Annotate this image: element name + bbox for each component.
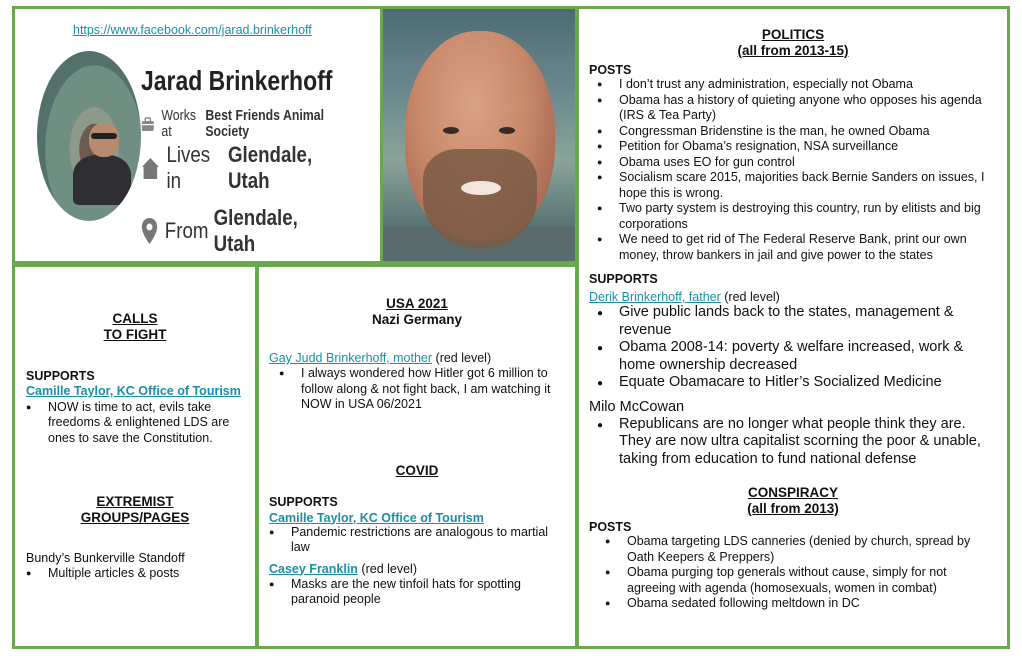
home-icon <box>141 156 160 180</box>
from-location: Glendale, Utah <box>213 205 298 256</box>
lives-location: Glendale, Utah <box>227 142 313 193</box>
conspiracy-posts-label: POSTS <box>589 520 632 534</box>
list-item: ● Multiple articles & posts <box>18 566 255 582</box>
extremist-title-line1: EXTREMIST <box>96 494 174 509</box>
list-item: ● Petition for Obama’s resignation, NSA surveillance <box>589 139 1001 155</box>
covid-camille-list <box>261 525 565 556</box>
list-item: ● Congressman Bridenstine is the man, he owned Obama <box>589 124 1001 140</box>
list-item: ● We need to get rid of The Federal Reserve Bank, print our own money, throw bankers in jail and give power to the states <box>589 232 1001 263</box>
supporter-derik <box>589 290 1007 304</box>
list-item: ● Obama purging top generals without cause, simply for not agreeing with agenda (homosexuals, women in combat) <box>597 565 993 596</box>
politics-posts-list <box>589 77 1001 263</box>
photo-eye-left <box>443 127 459 134</box>
politics-subtitle: (all from 2013-15) <box>737 43 849 58</box>
supporter-milo-list <box>589 416 995 469</box>
list-item: ● Obama has a history of quieting anyone who opposes his agenda (IRS & Tea Party) <box>589 93 1001 124</box>
list-item: ● Pandemic restrictions are analogous to martial law <box>261 525 565 556</box>
list-item: ● Equate Obamacare to Hitler’s Socialized Medicine <box>589 374 987 392</box>
briefcase-icon <box>141 117 155 132</box>
usa-2021-panel <box>256 264 578 649</box>
list-item: ● Masks are the new tinfoil hats for spotting paranoid people <box>261 577 565 608</box>
profile-work-row <box>141 108 344 140</box>
location-pin-icon <box>141 217 158 245</box>
profile-lives-row <box>141 142 344 194</box>
covid-casey-list <box>261 577 565 608</box>
supporter-gay-judd <box>269 351 575 365</box>
photo-smile <box>461 181 501 195</box>
calls-to-fight-panel <box>12 264 258 649</box>
lives-prefix: Lives in <box>166 142 211 193</box>
photo-eye-right <box>499 127 515 134</box>
supporter-camille-link[interactable]: Camille Taylor, KC Office of Tourism <box>26 384 241 398</box>
avatar-head <box>89 123 119 157</box>
conspiracy-title: CONSPIRACY <box>747 485 838 500</box>
supporter-casey-level: (red level) <box>361 561 417 576</box>
list-item: ● Obama targeting LDS canneries (denied by church, spread by Oath Keepers & Preppers) <box>597 534 993 565</box>
covid-title: COVID <box>395 462 439 478</box>
supporter-gay-judd-link[interactable]: Gay Judd Brinkerhoff, mother <box>269 351 433 365</box>
supporter-milo: Milo McCowan <box>589 398 685 415</box>
list-item: ● Obama 2008-14: poverty & welfare increased, work & home ownership decreased <box>589 339 987 374</box>
supporter-camille-covid-link[interactable]: Camille Taylor, KC Office of Tourism <box>269 510 484 525</box>
avatar-body <box>73 155 131 205</box>
politics-title: POLITICS <box>761 27 825 42</box>
supporter-casey-link[interactable]: Casey Franklin <box>269 561 358 576</box>
work-employer: Best Friends Animal Society <box>205 108 325 140</box>
list-item: ● Give public lands back to the states, management & revenue <box>589 304 987 339</box>
profile-name: Jarad Brinkerhoff <box>141 65 333 96</box>
calls-title-line2: TO FIGHT <box>103 327 167 342</box>
extremist-list <box>18 566 255 582</box>
list-item: ● I don’t trust any administration, especially not Obama <box>589 77 1001 93</box>
from-prefix: From <box>164 218 209 243</box>
politics-supports-label: SUPPORTS <box>589 272 658 286</box>
profile-url-link[interactable]: https://www.facebook.com/jarad.brinkerhoff <box>73 23 312 37</box>
profile-from-row <box>141 205 344 257</box>
supporter-derik-list <box>589 304 987 392</box>
avatar <box>37 51 141 221</box>
usa-title: USA 2021 <box>386 296 448 311</box>
calls-list <box>18 400 245 447</box>
list-item: ● NOW is time to act, evils take freedoms & enlightened LDS are ones to save the Constitution. <box>18 400 245 447</box>
extremist-title-line2: GROUPS/PAGES <box>80 510 190 525</box>
photo-beard <box>423 149 537 249</box>
list-item: ● Republicans are no longer what people think they are. They are now ultra capitalist scorning the poor & unable, taking from education to fund national defense <box>589 416 995 469</box>
profile-photo <box>380 6 578 264</box>
politics-panel <box>576 6 1010 649</box>
supporter-gay-judd-level: (red level) <box>435 351 492 365</box>
list-item: ● Two party system is destroying this country, run by elitists and big corporations <box>589 201 1001 232</box>
supporter-casey <box>269 562 575 576</box>
avatar-sunglasses <box>91 133 117 139</box>
calls-supports-label: SUPPORTS <box>26 369 95 383</box>
extremist-group-name: Bundy’s Bunkerville Standoff <box>26 551 185 565</box>
conspiracy-subtitle: (all from 2013) <box>747 501 839 516</box>
profile-card <box>12 6 380 264</box>
covid-supports-label: SUPPORTS <box>269 494 338 509</box>
usa-subtitle: Nazi Germany <box>371 312 463 327</box>
supporter-derik-level: (red level) <box>724 290 780 304</box>
work-prefix: Works at <box>161 108 197 140</box>
list-item: ● Socialism scare 2015, majorities back Bernie Sanders on issues, I hope this is wrong. <box>589 170 1001 201</box>
usa-list <box>271 366 565 413</box>
politics-posts-label: POSTS <box>589 63 632 77</box>
calls-title-line1: CALLS <box>112 311 158 326</box>
list-item: ● I always wondered how Hitler got 6 million to follow along & not fight back, I am watching it NOW in USA 06/2021 <box>271 366 565 413</box>
list-item: ● Obama sedated following meltdown in DC <box>597 596 993 612</box>
list-item: ● Obama uses EO for gun control <box>589 155 1001 171</box>
conspiracy-posts-list <box>597 534 993 612</box>
supporter-derik-link[interactable]: Derik Brinkerhoff, father <box>589 290 721 304</box>
